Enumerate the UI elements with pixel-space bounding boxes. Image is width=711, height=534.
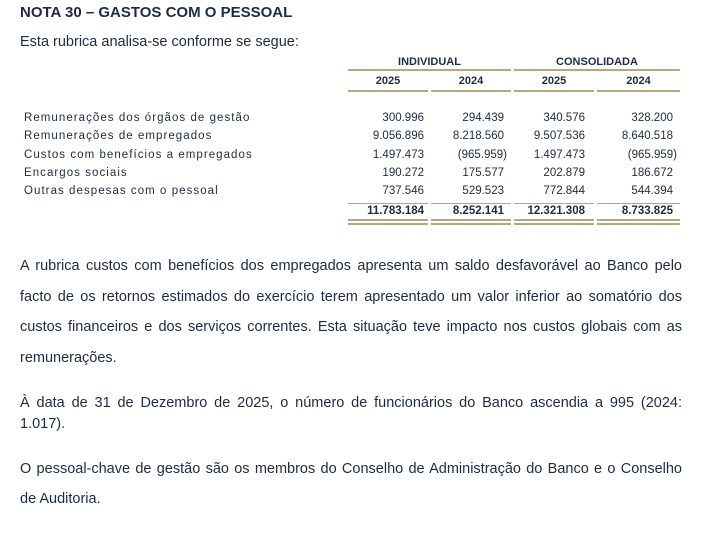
year-divider xyxy=(514,90,594,92)
cell: (965.959) xyxy=(457,149,507,161)
total-rule-top xyxy=(348,203,428,204)
note-title: NOTA 30 – GASTOS COM O PESSOAL xyxy=(20,4,293,21)
cell: 300.996 xyxy=(382,112,424,124)
total-double-rule xyxy=(597,219,680,221)
paragraph-employees: À data de 31 de Dezembro de 2025, o número de funcionários do Banco ascendia a 995 (2024: 1.017). xyxy=(20,395,682,432)
cell: 1.497.473 xyxy=(372,149,424,161)
cell: 175.577 xyxy=(462,167,504,179)
year-header: 2025 xyxy=(375,75,401,87)
total-cell: 8.252.141 xyxy=(452,205,504,217)
year-header: 2024 xyxy=(626,75,651,87)
paragraph-benefits: A rubrica custos com benefícios dos empregados apresenta um saldo desfavorável ao Banco pelo facto de os retornos estimados do exercício terem apresentado um valor inferior ao somatório dos custos financeiros e dos serviços correntes. Esta situação teve impacto nos custos globais com as remunerações. xyxy=(20,258,682,366)
row-label: Encargos sociais xyxy=(24,167,128,179)
total-rule-top xyxy=(514,203,594,204)
cell: 9.507.536 xyxy=(533,130,585,142)
cell: 328.200 xyxy=(631,112,673,124)
cell: 737.546 xyxy=(382,185,424,197)
year-divider xyxy=(431,90,511,92)
cell: 772.844 xyxy=(543,185,585,197)
cell: (965.959) xyxy=(627,149,677,161)
total-cell: 11.783.184 xyxy=(367,205,424,217)
cell: 529.523 xyxy=(462,185,504,197)
total-cell: 8.733.825 xyxy=(621,205,673,217)
cell: 1.497.473 xyxy=(533,149,585,161)
row-label: Remunerações dos órgãos de gestão xyxy=(24,112,251,124)
group-header-individual: INDIVIDUAL xyxy=(398,56,461,68)
cell: 190.272 xyxy=(382,167,424,179)
total-double-rule xyxy=(597,223,680,225)
total-rule-top xyxy=(597,203,680,204)
year-divider xyxy=(597,90,680,92)
total-cell: 12.321.308 xyxy=(527,205,585,217)
group-divider xyxy=(348,69,511,71)
cell: 8.640.518 xyxy=(621,130,673,142)
cell: 294.439 xyxy=(462,112,504,124)
paragraph-key-personnel: O pessoal-chave de gestão são os membros do Conselho de Administração do Banco e o Conselho de Auditoria. xyxy=(20,461,682,507)
row-label: Custos com benefícios a empregados xyxy=(24,149,253,161)
total-double-rule xyxy=(514,223,594,225)
total-double-rule xyxy=(431,219,511,221)
group-divider xyxy=(514,69,680,71)
cell: 8.218.560 xyxy=(452,130,504,142)
year-divider xyxy=(348,90,428,92)
total-double-rule xyxy=(514,219,594,221)
row-label: Remunerações de empregados xyxy=(24,130,213,142)
total-double-rule xyxy=(348,223,428,225)
total-double-rule xyxy=(431,223,511,225)
year-header: 2025 xyxy=(541,75,567,87)
cell: 340.576 xyxy=(543,112,585,124)
row-label: Outras despesas com o pessoal xyxy=(24,185,219,197)
year-header: 2024 xyxy=(458,75,484,87)
group-header-consolidada: CONSOLIDADA xyxy=(556,56,638,68)
intro-text: Esta rubrica analisa-se conforme se segue: xyxy=(20,34,299,50)
cell: 186.672 xyxy=(631,167,673,179)
total-double-rule xyxy=(348,219,428,221)
cell: 544.394 xyxy=(631,185,673,197)
cell: 9.056.896 xyxy=(372,130,424,142)
total-rule-top xyxy=(431,203,511,204)
cell: 202.879 xyxy=(543,167,585,179)
